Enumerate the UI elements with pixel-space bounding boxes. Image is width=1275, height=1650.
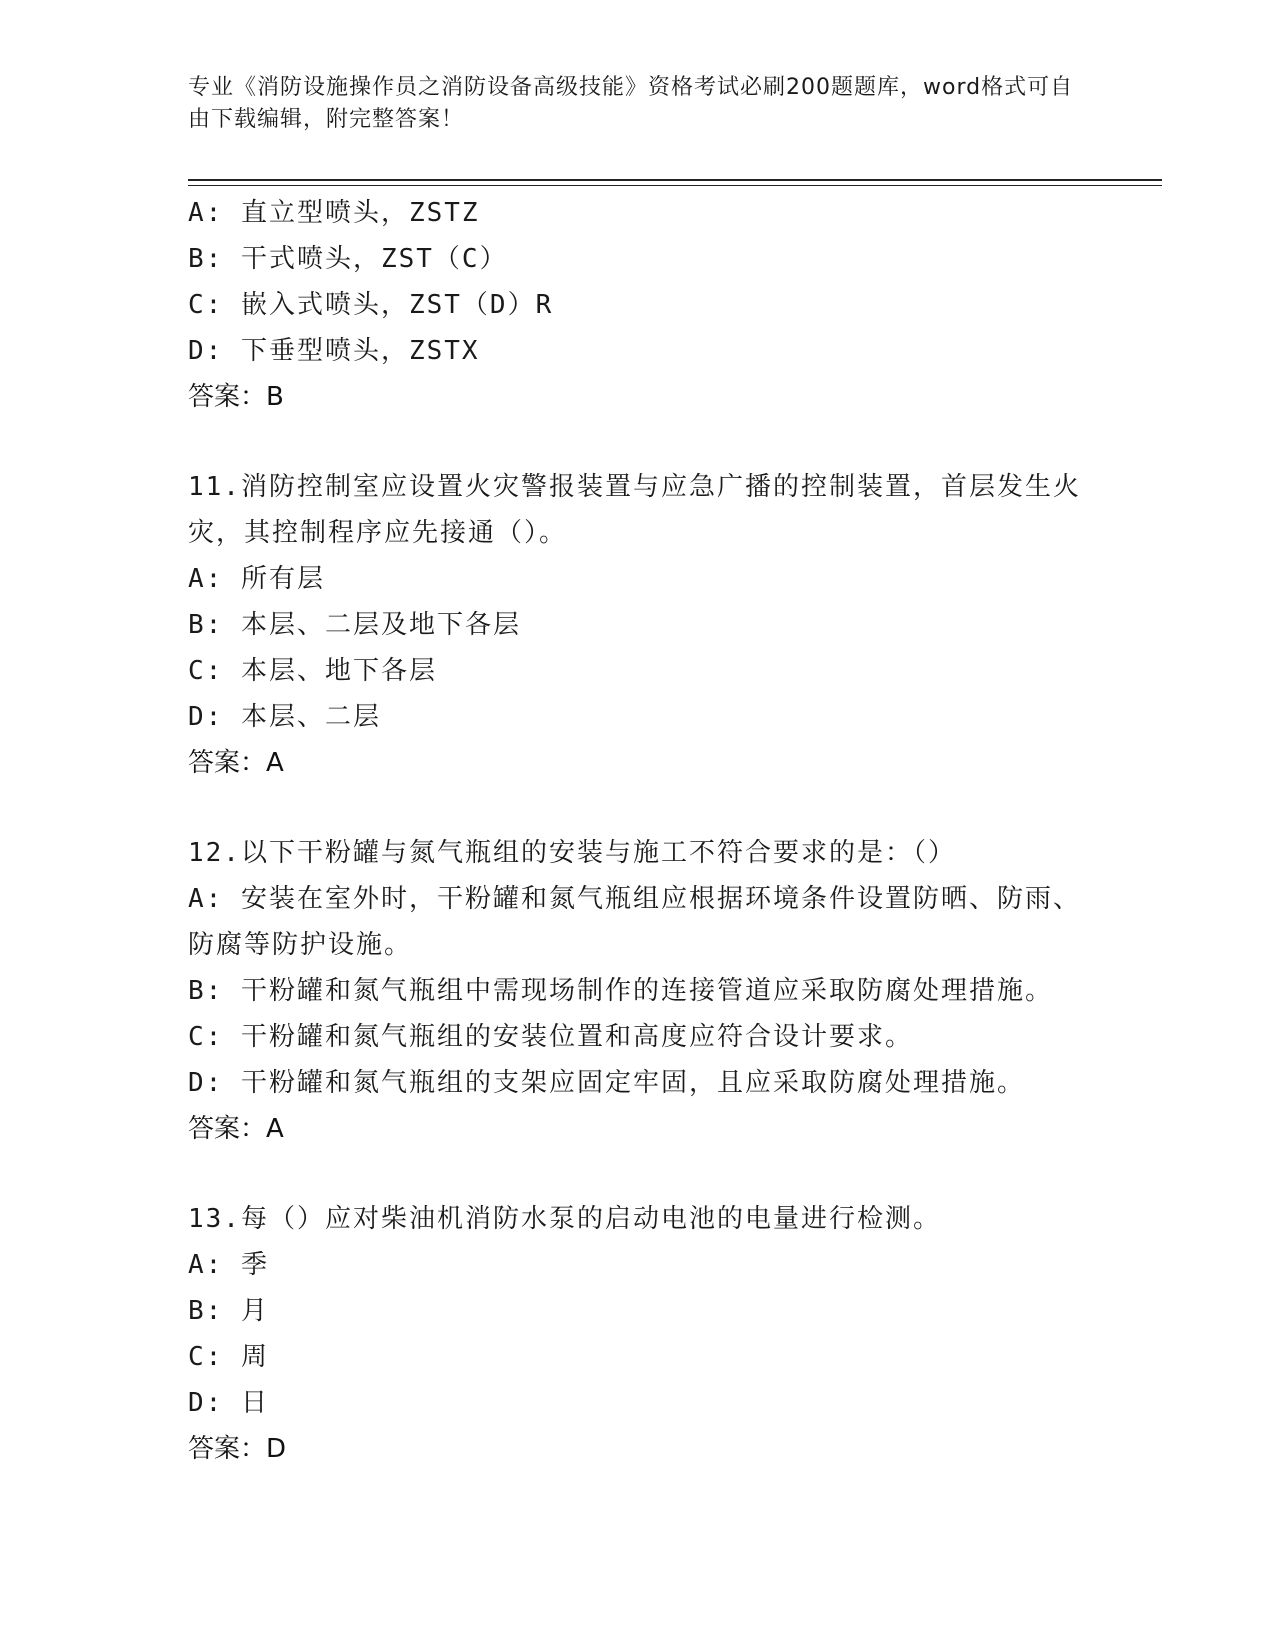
option-a: A: 所有层 <box>188 564 325 594</box>
question-block-13 <box>188 1196 1088 1472</box>
answer-label: 答案：A <box>188 748 284 778</box>
option-d: D: 下垂型喷头，ZSTX <box>188 336 480 366</box>
header-intro: 专业《消防设施操作员之消防设备高级技能》资格考试必刷200题题库，word格式可自由下载编辑，附完整答案！ <box>188 75 1074 132</box>
question-block-11 <box>188 464 1088 786</box>
question-text: 12.以下干粉罐与氮气瓶组的安装与施工不符合要求的是：（） <box>188 838 956 868</box>
answer-label: 答案：A <box>188 1114 284 1144</box>
question-text: 11.消防控制室应设置火灾警报装置与应急广播的控制装置，首层发生火灾，其控制程序应先接通（）。 <box>188 472 1081 548</box>
option-b: B: 干式喷头，ZST（C） <box>188 244 508 274</box>
question-text: 13.每（）应对柴油机消防水泵的启动电池的电量进行检测。 <box>188 1204 941 1234</box>
option-c: C: 干粉罐和氮气瓶组的安装位置和高度应符合设计要求。 <box>188 1022 913 1052</box>
option-d: D: 本层、二层 <box>188 702 381 732</box>
option-b: B: 月 <box>188 1296 269 1326</box>
option-a: A: 安装在室外时，干粉罐和氮气瓶组应根据环境条件设置防晒、防雨、防腐等防护设施。 <box>188 884 1081 960</box>
answer-label: 答案：B <box>188 382 284 412</box>
option-b: B: 本层、二层及地下各层 <box>188 610 521 640</box>
question-block-prev <box>188 190 1088 420</box>
document-header <box>188 72 1088 136</box>
option-d: D: 日 <box>188 1388 269 1418</box>
option-c: C: 周 <box>188 1342 269 1372</box>
option-b: B: 干粉罐和氮气瓶组中需现场制作的连接管道应采取防腐处理措施。 <box>188 976 1053 1006</box>
option-d: D: 干粉罐和氮气瓶组的支架应固定牢固，且应采取防腐处理措施。 <box>188 1068 1025 1098</box>
question-list <box>188 190 1088 1472</box>
header-divider <box>188 179 1162 186</box>
answer-label: 答案：D <box>188 1434 287 1464</box>
option-c: C: 嵌入式喷头，ZST（D）R <box>188 290 554 320</box>
option-a: A: 直立型喷头，ZSTZ <box>188 198 480 228</box>
option-c: C: 本层、地下各层 <box>188 656 437 686</box>
option-a: A: 季 <box>188 1250 269 1280</box>
question-block-12 <box>188 830 1088 1152</box>
